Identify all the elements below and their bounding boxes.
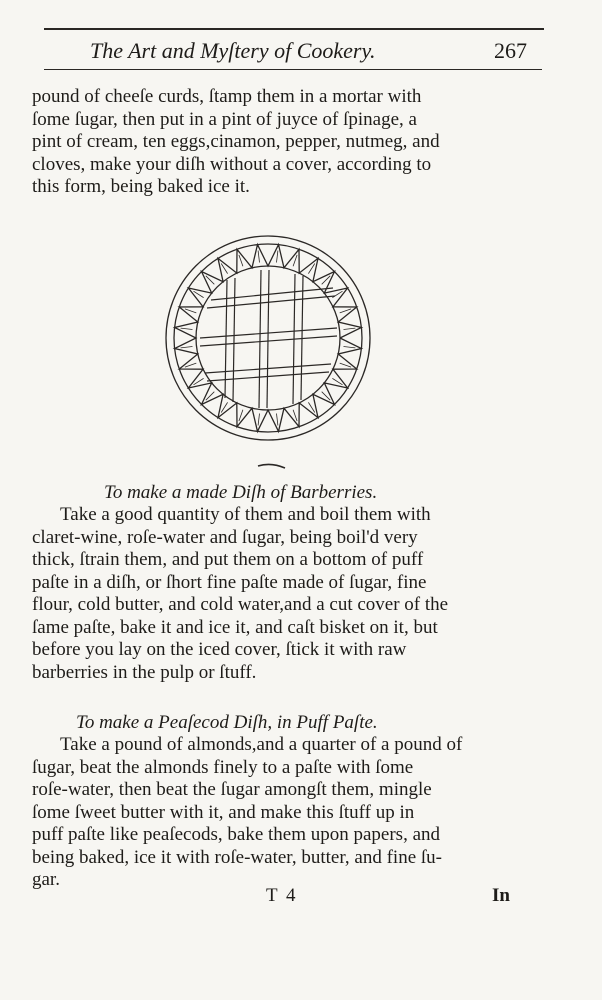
tooth-hatch [277,414,278,426]
tooth-hatch [181,347,193,348]
page-number: 267 [494,38,527,63]
header-bottom-rule [44,69,542,70]
text-line: thick, ſtrain them, and put them on a bottom of puff [32,549,424,570]
text-line: puff paſte like peaſecods, bake them upon papers, and [32,824,441,845]
ornament-flourish [258,464,285,468]
pie-lattice-illustration [163,228,373,474]
paragraph-cheese-curds [32,86,538,199]
paragraph-peasecod [32,734,538,892]
catchword: In [492,885,510,906]
text-line: ſugar, beat the almonds finely to a paſte with ſome [32,756,414,778]
signature-mark: T 4 [266,885,298,906]
recipe-title-peasecod: To make a Peaſecod Diſh, in Puff Paſte. [76,712,378,733]
text-line: claret-wine, roſe-water and ſugar, being boil'd very [32,526,418,548]
text-line: Take a good quantity of them and boil them with [60,504,431,525]
text-line: barberries in the pulp or ſtuff. [32,661,257,683]
text-line: cloves, make your diſh without a cover, according to [32,153,432,175]
paragraph-barberries [32,504,538,684]
lattice-bars [200,270,337,408]
tooth-hatch [258,251,259,263]
text-line: ſome ſweet butter with it, and make this ſtuff up in [32,801,415,823]
text-line: flour, cold butter, and cold water,and a cut cover of the [32,594,449,615]
text-line: paſte in a diſh, or ſhort fine paſte made of ſugar, fine [32,571,427,593]
text-line: ſome ſugar, then put in a pint of juyce of ſpinage, a [32,108,417,130]
text-line: Take a pound of almonds,and a quarter of a pound of [60,734,463,755]
text-line: ſame paſte, bake it and ice it, and caſt bisket on it, but [32,616,438,638]
text-line: being baked, ice it with roſe-water, butter, and fine ſu- [32,846,442,868]
text-line: this form, being baked ice it. [32,176,250,197]
header-top-rule [44,28,544,30]
tooth-hatch [277,251,278,263]
tooth-hatch [344,347,356,348]
running-title: The Art and Myſtery of Cookery. [90,38,376,63]
text-line: roſe-water, then beat the ſugar amongſt them, mingle [32,779,432,800]
text-line: before you lay on the iced cover, ſtick it with raw [32,639,407,660]
text-line: pound of cheeſe curds, ſtamp them in a mortar with [32,86,422,107]
tooth-hatch [181,328,193,329]
text-line: pint of cream, ten eggs,cinamon, pepper, nutmeg, and [32,131,440,152]
recipe-title-barberries: To make a made Diſh of Barberries. [104,482,378,503]
tooth-hatch [258,414,259,426]
tooth-hatch [344,328,356,329]
text-line: gar. [32,869,60,890]
